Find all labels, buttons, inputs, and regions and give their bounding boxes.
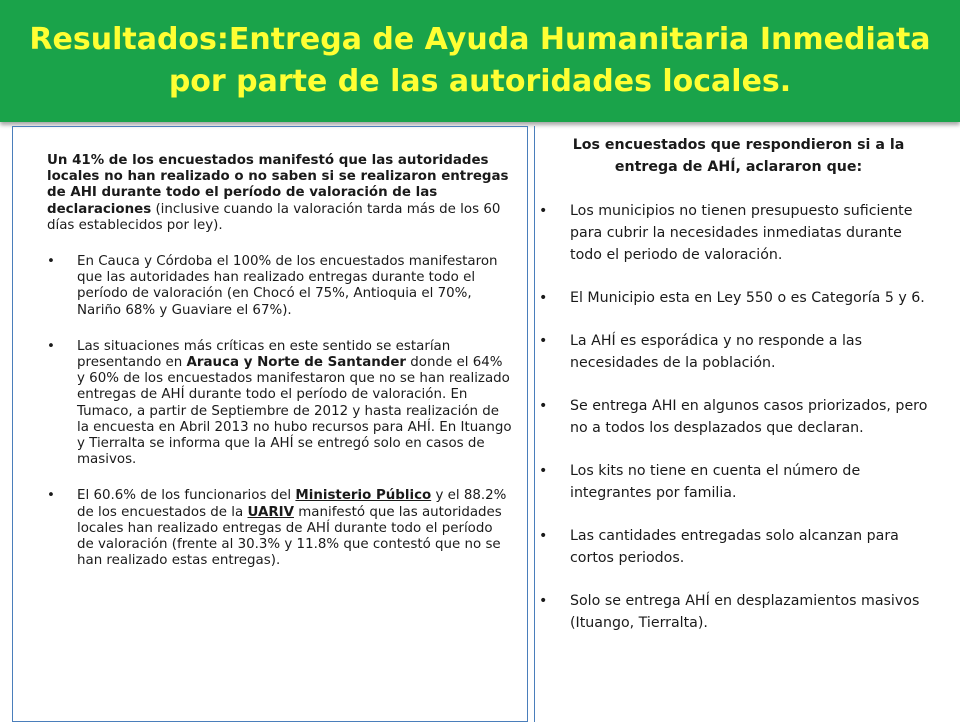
- left-bullet-2-post: donde el 64% y 60% de los encuestados manifestaron que no se han realizado entregas de AHÍ durante todo el período de valoración. En Tumaco, a partir de Septiembre de 2012 y hasta realización de la encuesta en Abril 2013 no hubo recursos para AHÍ. En Ituango y Tierralta se informa que la AHÍ se entregó solo en casos de masivos.: [77, 355, 512, 468]
- right-bullet-7-text: Solo se entrega AHÍ en desplazamientos masivos (Ituango, Tierralta).: [570, 593, 920, 631]
- bullet-glyph: •: [539, 593, 548, 609]
- left-bullet-3: [47, 488, 513, 569]
- left-column: [12, 126, 528, 722]
- right-bullet-4-text: Se entrega AHI en algunos casos priorizados, pero no a todos los desplazados que declaran.: [570, 398, 928, 436]
- bullet-glyph: •: [539, 333, 548, 349]
- right-bullet-7: [539, 590, 938, 634]
- left-bullet-1: [47, 254, 513, 319]
- right-bullet-list: [539, 200, 938, 634]
- intro-bold-text: Un 41% de los encuestados manifestó que las autoridades locales no han realizado o no saben si se realizaron entregas de AHI durante todo el período de valoración de las declaraciones: [47, 153, 509, 217]
- right-bullet-6-text: Las cantidades entregadas solo alcanzan para cortos periodos.: [570, 528, 899, 566]
- right-text-body: [535, 126, 948, 634]
- bullet-glyph: •: [47, 254, 55, 270]
- left-bullet-list: [47, 254, 513, 569]
- left-bullet-3-post: manifestó que las autoridades locales han realizado entregas de AHÍ durante todo el período de valoración (frente al 30.3% y 11.8% que contestó que no se han realizado estas entregas).: [77, 504, 502, 569]
- intro-paragraph: [47, 153, 513, 234]
- left-bullet-3-bold-uariv: UARIV: [247, 504, 294, 520]
- bullet-glyph: •: [47, 338, 55, 354]
- bullet-glyph: •: [47, 488, 55, 504]
- bullet-glyph: •: [539, 203, 548, 219]
- left-bullet-3-pre: El 60.6% de los funcionarios del: [77, 488, 296, 504]
- left-bullet-2-bold: Arauca y Norte de Santander: [186, 355, 407, 371]
- title-banner: [0, 0, 960, 122]
- right-column: [534, 126, 948, 722]
- right-bullet-5: [539, 460, 938, 504]
- intro-rest-text: (inclusive cuando la valoración tarda más de los 60 días establecidos por ley).: [47, 201, 501, 233]
- right-bullet-4: [539, 395, 938, 439]
- left-bullet-2: [47, 339, 513, 469]
- bullet-glyph: •: [539, 290, 548, 306]
- right-bullet-3: [539, 330, 938, 374]
- bullet-glyph: •: [539, 463, 548, 479]
- left-bullet-2-pre: Las situaciones más críticas en este sentido se estarían presentando en: [77, 338, 451, 371]
- bullet-glyph: •: [539, 398, 548, 414]
- right-bullet-2-text: El Municipio esta en Ley 550 o es Categoría 5 y 6.: [570, 290, 925, 306]
- right-bullet-1: [539, 200, 938, 266]
- slide-title: Resultados:Entrega de Ayuda Humanitaria Inmediata por parte de las autoridades locales.: [29, 22, 931, 99]
- left-bullet-1-text: En Cauca y Córdoba el 100% de los encuestados manifestaron que las autoridades han realizado entregas durante todo el período de valoración (en Chocó el 75%, Antioquia el 70%, Nariño 68% y Guaviare el 67%).: [77, 254, 498, 318]
- right-bullet-5-text: Los kits no tiene en cuenta el número de integrantes por familia.: [570, 463, 861, 501]
- right-bullet-2: [539, 287, 938, 309]
- bullet-glyph: •: [539, 528, 548, 544]
- left-bullet-3-mid: y el 88.2% de los encuestados de la: [77, 488, 507, 520]
- right-heading: Los encuestados que respondieron si a la entrega de AHÍ, aclararon que:: [572, 137, 905, 175]
- right-bullet-3-text: La AHÍ es esporádica y no responde a las necesidades de la población.: [570, 333, 862, 371]
- right-bullet-6: [539, 525, 938, 569]
- left-bullet-3-bold-ministerio: Ministerio Público: [295, 488, 432, 504]
- right-bullet-1-text: Los municipios no tienen presupuesto suficiente para cubrir la necesidades inmediatas durante todo el periodo de valoración.: [570, 203, 913, 263]
- left-text-body: [13, 127, 527, 569]
